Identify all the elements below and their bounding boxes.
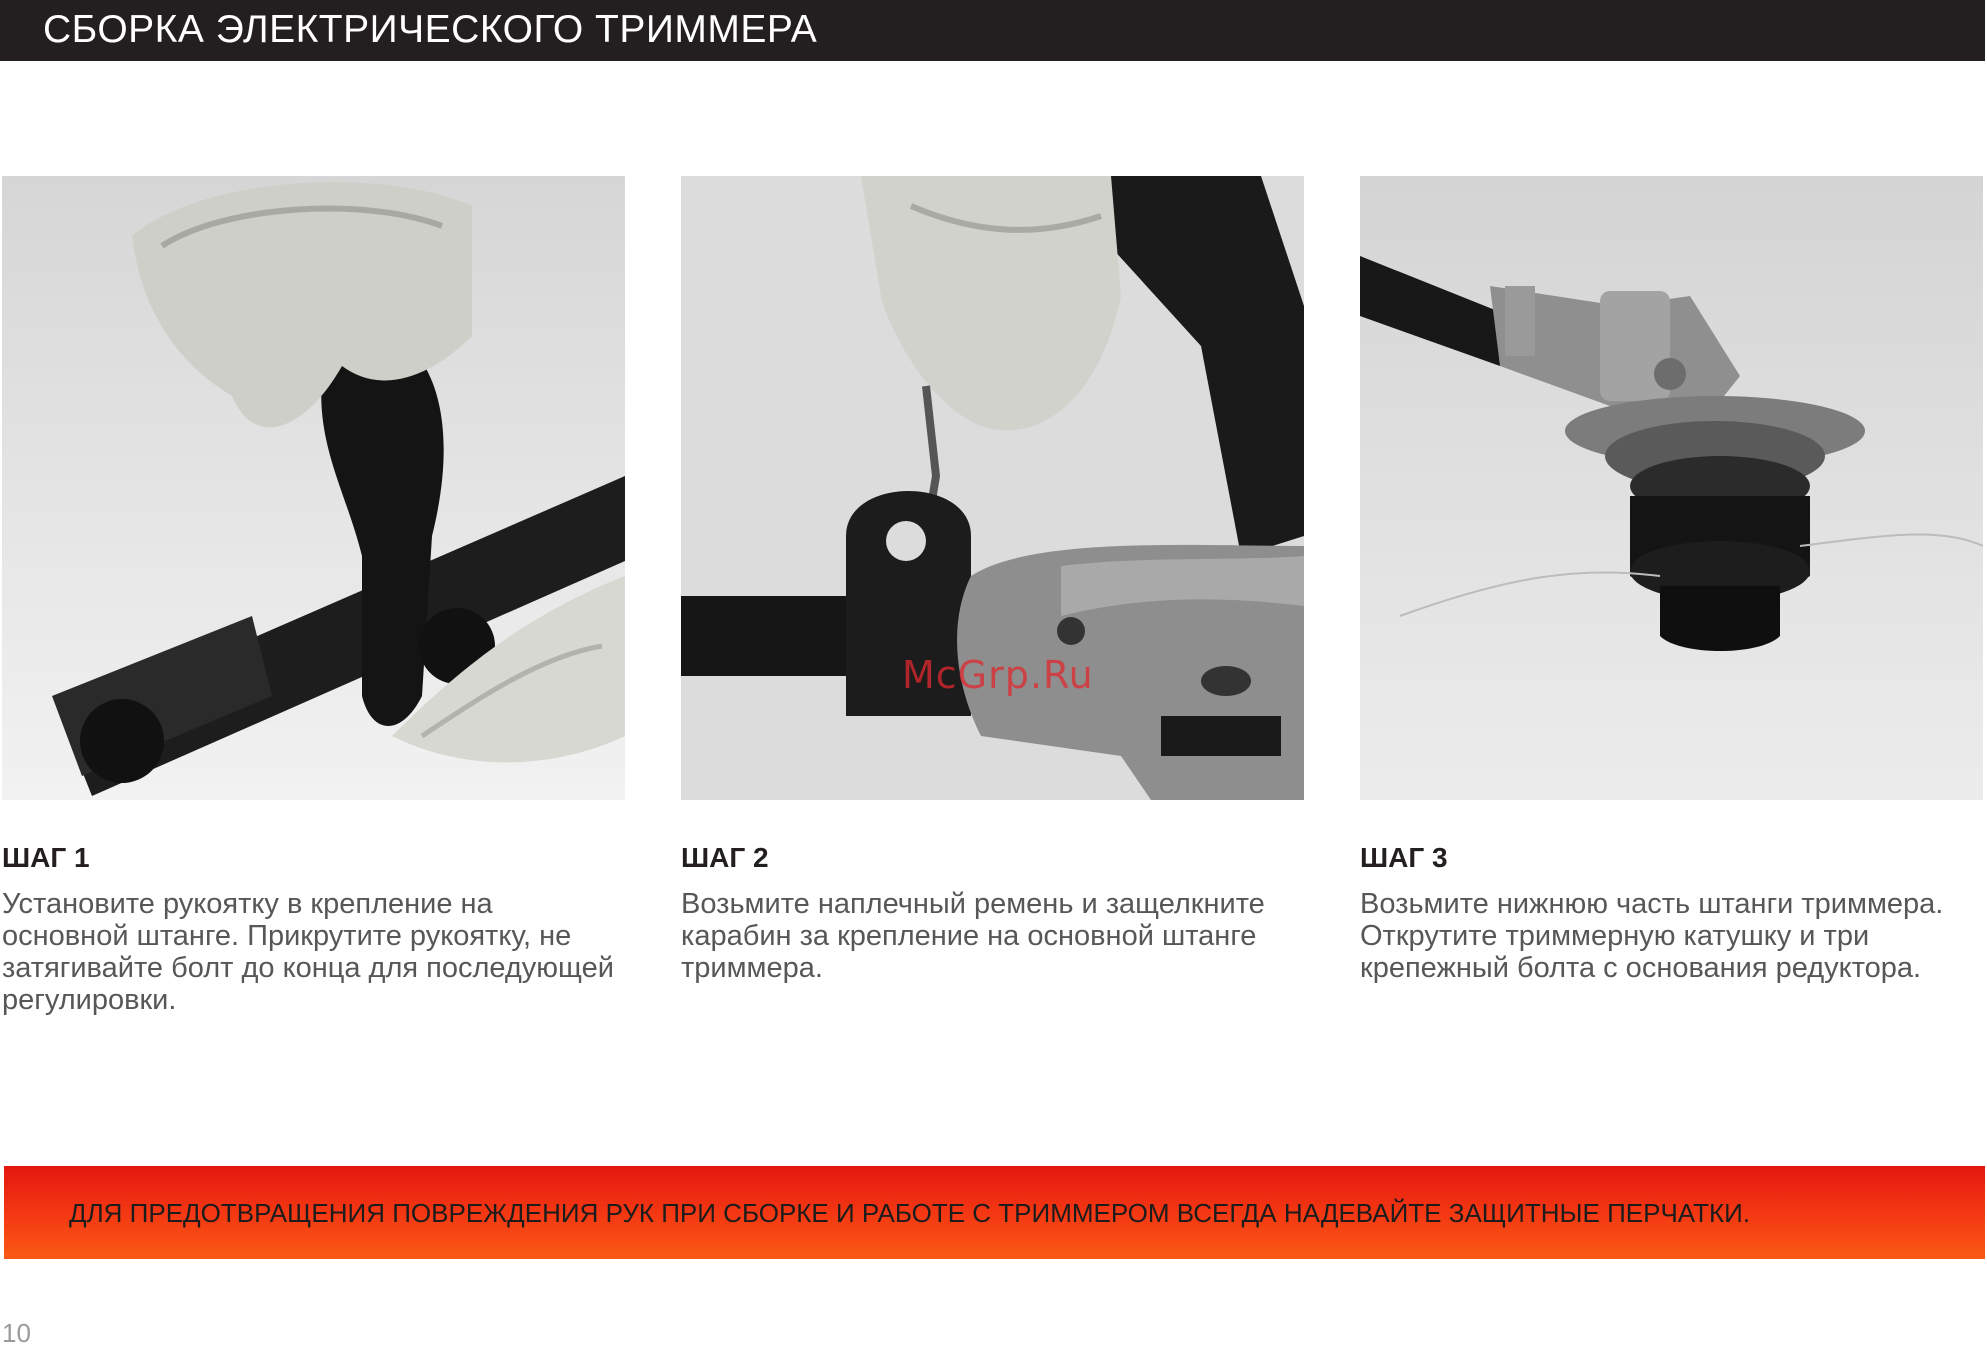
step-3 bbox=[1360, 842, 1980, 984]
step-2-title: ШАГ 2 bbox=[681, 842, 769, 873]
header-bar bbox=[0, 0, 1985, 61]
step-1-photo bbox=[2, 176, 625, 800]
step-3-text: Возьмите нижнюю часть штанги триммера. Открутите триммерную катушку и три крепежный болта с основания редуктора. bbox=[1360, 888, 1944, 984]
step-3-title: ШАГ 3 bbox=[1360, 842, 1448, 873]
warning-text: ДЛЯ ПРЕДОТВРАЩЕНИЯ ПОВРЕЖДЕНИЯ РУК ПРИ СБОРКЕ И РАБОТЕ С ТРИММЕРОМ ВСЕГДА НАДЕВАЙТЕ ЗАЩИТНЫЕ ПЕРЧАТКИ. bbox=[69, 1198, 1751, 1228]
step-1 bbox=[2, 842, 622, 1016]
watermark: McGrp.Ru bbox=[902, 653, 1094, 697]
step-2-illustration bbox=[681, 176, 1304, 800]
step-2 bbox=[681, 842, 1301, 984]
step-3-illustration bbox=[1360, 176, 1983, 800]
step-3-photo bbox=[1360, 176, 1983, 800]
page-number: 10 bbox=[2, 1318, 31, 1348]
step-1-text: Установите рукоятку в крепление на основной штанге. Прикрутите рукоятку, не затягивайте болт до конца для последующей регулировки. bbox=[2, 888, 614, 1016]
step-2-photo bbox=[681, 176, 1304, 800]
page-title: СБОРКА ЭЛЕКТРИЧЕСКОГО ТРИММЕРА bbox=[43, 8, 818, 51]
step-1-illustration bbox=[2, 176, 625, 800]
warning-banner bbox=[4, 1166, 1985, 1259]
step-2-text: Возьмите наплечный ремень и защелкните карабин за крепление на основной штанге триммера. bbox=[681, 888, 1265, 984]
step-1-title: ШАГ 1 bbox=[2, 842, 90, 873]
